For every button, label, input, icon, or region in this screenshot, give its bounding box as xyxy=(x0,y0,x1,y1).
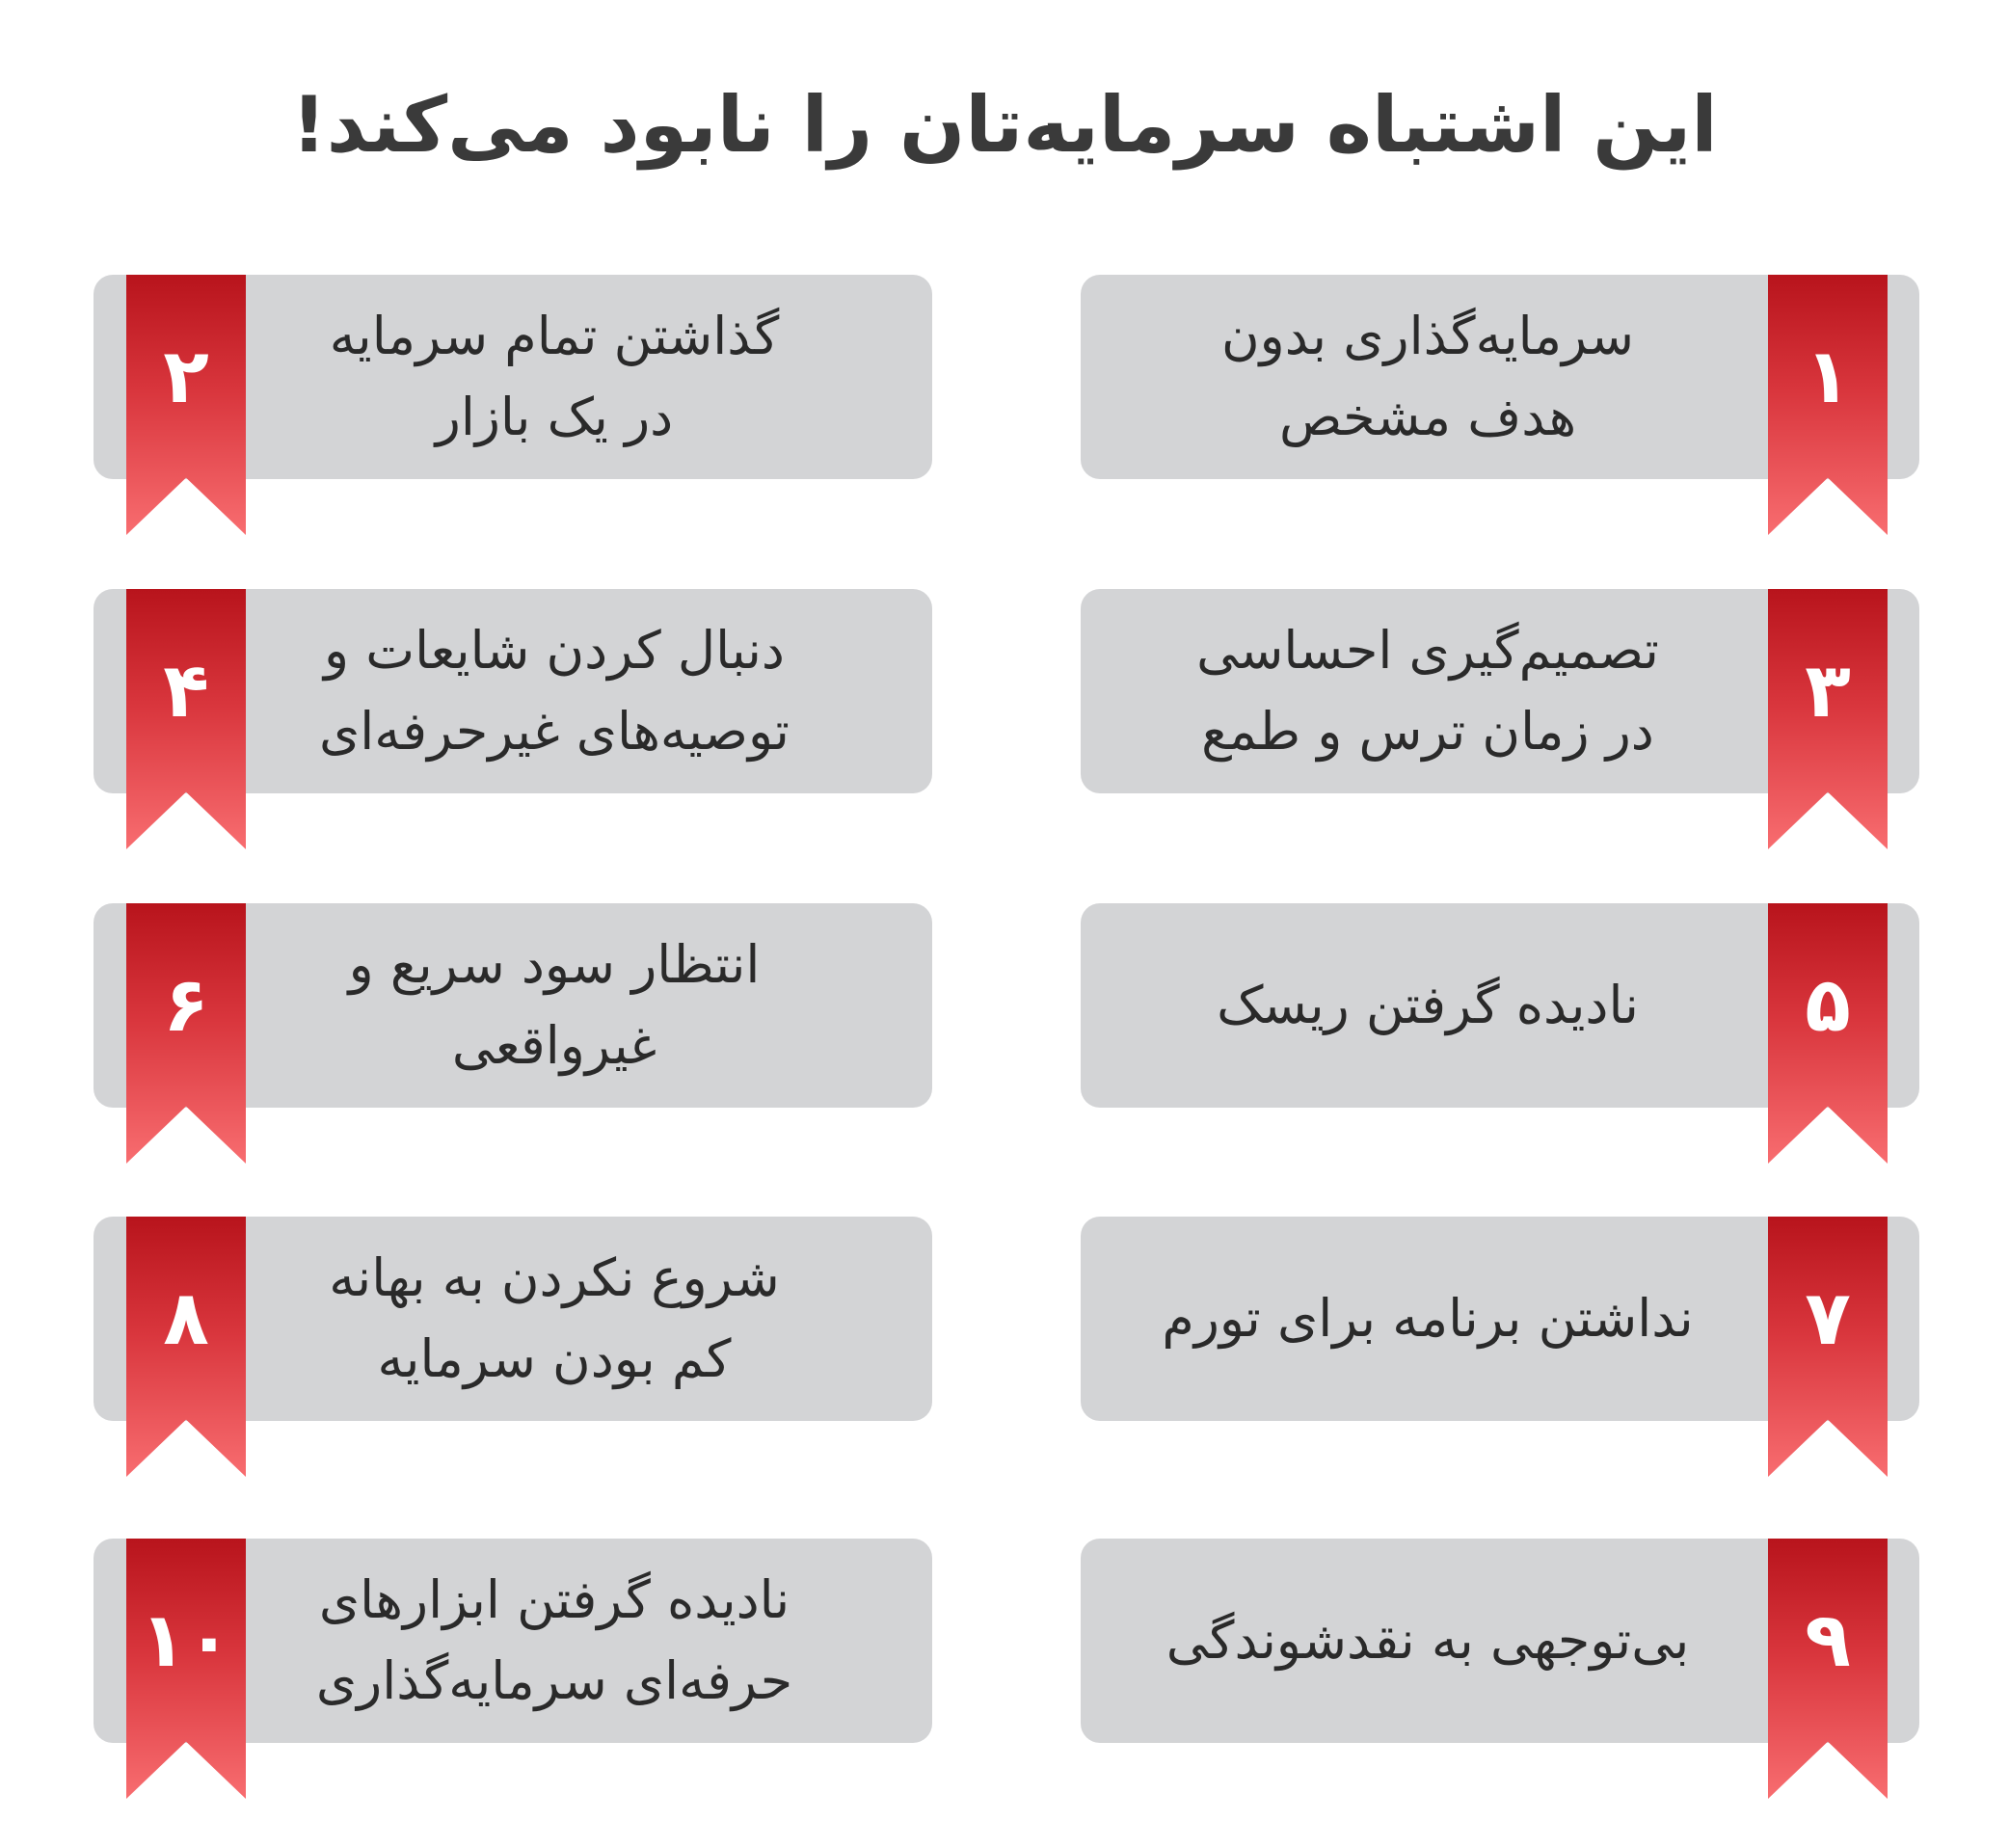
mistake-text: بی‌توجهی به نقدشوندگی xyxy=(1165,1610,1690,1671)
mistake-card-8 xyxy=(94,1217,932,1421)
mistake-text: انتظار سود سریع و غیرواقعی xyxy=(348,934,761,1076)
mistake-text: نادیده گرفتن ریسک xyxy=(1217,975,1639,1035)
mistake-number: ۶ xyxy=(163,962,209,1049)
mistake-number: ۲ xyxy=(163,334,209,420)
mistake-card-2 xyxy=(94,275,932,479)
mistake-number: ۸ xyxy=(163,1275,209,1362)
mistake-number: ۱۰ xyxy=(140,1597,232,1684)
mistake-number: ۴ xyxy=(163,648,209,735)
mistake-number: ۱ xyxy=(1805,334,1851,420)
mistake-card-7 xyxy=(1081,1217,1919,1421)
mistake-number: ۷ xyxy=(1805,1275,1851,1362)
mistake-text: سرمایه‌گذاری بدون هدف مشخص xyxy=(1220,306,1635,447)
mistake-number: ۳ xyxy=(1805,648,1851,735)
mistake-text: نادیده گرفتن ابزارهای حرفه‌ای سرمایه‌گذاری xyxy=(315,1569,793,1711)
mistake-text: دنبال کردن شایعات و توصیه‌های غیرحرفه‌ای xyxy=(319,620,790,762)
mistake-text: گذاشتن تمام سرمایه در یک بازار xyxy=(329,306,780,447)
mistake-text: نداشتن برنامه برای تورم xyxy=(1162,1288,1694,1349)
mistake-number: ۵ xyxy=(1805,962,1851,1049)
page-title: این اشتباه سرمایه‌تان را نابود می‌کند! xyxy=(291,80,1718,170)
mistake-card-4 xyxy=(94,589,932,793)
mistake-card-6 xyxy=(94,903,932,1108)
mistake-text: تصمیم‌گیری احساسی در زمان ترس و طمع xyxy=(1196,620,1659,762)
mistake-text: شروع نکردن به بهانه کم بودن سرمایه xyxy=(329,1247,780,1389)
mistake-number: ۹ xyxy=(1805,1597,1851,1684)
mistake-card-10 xyxy=(94,1539,932,1743)
mistake-card-9 xyxy=(1081,1539,1919,1743)
mistake-card-5 xyxy=(1081,903,1919,1108)
mistake-card-3 xyxy=(1081,589,1919,793)
mistake-card-1 xyxy=(1081,275,1919,479)
